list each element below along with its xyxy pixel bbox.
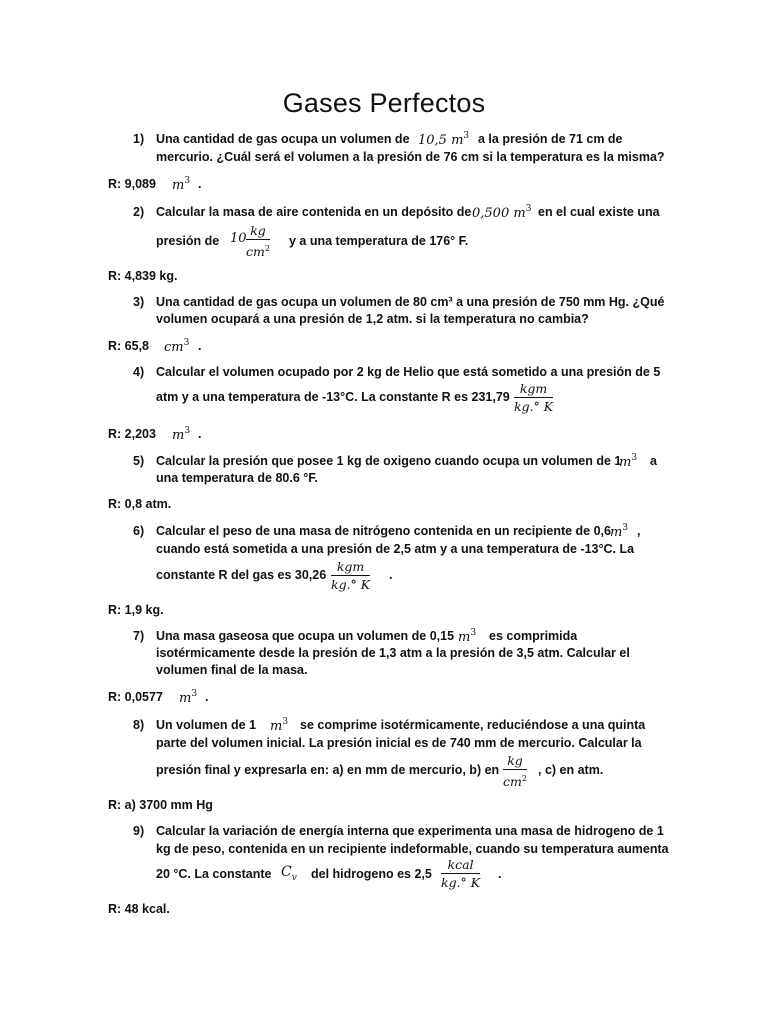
problem-text: presión de xyxy=(156,234,220,248)
problem-text: , xyxy=(637,524,641,538)
problem-text: Calcular la variación de energía interna que experimenta una masa de hidrogeno de 1 xyxy=(156,824,664,838)
problem-text: , c) en atm. xyxy=(538,763,604,777)
problem-text: kg de peso, contenida en un recipiente indeformable, cuando su temperatura aumenta xyxy=(156,842,669,856)
problem-text: . xyxy=(498,867,502,881)
problem-text: . xyxy=(389,568,393,582)
problem-text: Una cantidad de gas ocupa un volumen de 80 cm³ a una presión de 750 mm Hg. ¿Qué xyxy=(156,295,665,309)
problem-text: se comprime isotérmicamente, reduciéndose a una quinta xyxy=(300,718,646,732)
problem-number: 5) xyxy=(133,454,145,468)
page-title: Gases Perfectos xyxy=(282,88,486,118)
problem-text: volumen final de la masa. xyxy=(156,663,308,677)
pressure-unit-fraction: $\frac{kg}{cm^2}$ xyxy=(503,753,527,789)
problem-number: 8) xyxy=(133,718,145,732)
gas-constant-unit-fraction: kgm kg.° K xyxy=(331,559,371,592)
problem-text: una temperatura de 80.6 °F. xyxy=(156,471,318,485)
volume-expression: 0,500 $m^3$ xyxy=(472,204,532,221)
answer: R: 9,089 xyxy=(108,177,156,191)
answer: R: 4,839 kg. xyxy=(108,269,178,283)
answer-tail: . xyxy=(205,690,209,704)
problem-text: presión final y expresarla en: a) en mm de mercurio, b) en xyxy=(156,763,500,777)
answer: R: a) 3700 mm Hg xyxy=(108,798,213,812)
problem-text: volumen ocupará a una presión de 1,2 atm. si la temperatura no cambia? xyxy=(156,312,589,326)
answer: R: 48 kcal. xyxy=(108,902,170,916)
unit-expression: $m^3$ xyxy=(179,689,198,706)
problem-text: Una cantidad de gas ocupa un volumen de xyxy=(156,132,410,146)
problem-text: mercurio. ¿Cuál será el volumen a la presión de 76 cm si la temperatura es la misma? xyxy=(156,150,665,164)
fraction-coefficient: 10 xyxy=(230,231,247,246)
problem-text: 20 °C. La constante xyxy=(156,867,272,881)
answer: R: 1,9 kg. xyxy=(108,603,164,617)
problem-text: Un volumen de 1 xyxy=(156,718,257,732)
problem-text: Calcular la presión que posee 1 kg de oxigeno cuando ocupa un volumen de 1 xyxy=(156,454,622,468)
answer: R: 2,203 xyxy=(108,427,156,441)
problem-number: 1) xyxy=(133,132,145,146)
problem-number: 7) xyxy=(133,629,145,643)
unit-expression: $m^3$ xyxy=(172,176,191,193)
answer-tail: . xyxy=(198,427,202,441)
specific-heat-symbol: $C_v$ xyxy=(281,864,297,883)
problem-text: cuando está sometida a una presión de 2,5 atm y a una temperatura de -13°C. La xyxy=(156,542,635,556)
problem-text: atm y a una temperatura de -13°C. La constante R es 231,79 xyxy=(156,390,510,404)
unit-expression: $cm^3$ xyxy=(164,338,190,355)
problem-text: y a una temperatura de 176° F. xyxy=(289,234,469,248)
volume-expression: $m^3$ xyxy=(458,628,477,645)
problem-number: 4) xyxy=(133,365,145,379)
problem-text: Calcular el volumen ocupado por 2 kg de Helio que está sometido a una presión de 5 xyxy=(156,365,661,379)
problem-text: constante R del gas es 30,26 xyxy=(156,568,327,582)
volume-expression: $m^3$ xyxy=(619,453,638,470)
answer: R: 0,8 atm. xyxy=(108,497,172,511)
problem-text: Una masa gaseosa que ocupa un volumen de 0,15 xyxy=(156,629,455,643)
answer: R: 0,0577 xyxy=(108,690,163,704)
problem-text: es comprimida xyxy=(489,629,578,643)
problem-text: a xyxy=(650,454,657,468)
problem-text: Calcular el peso de una masa de nitrógeno contenida en un recipiente de 0,6 xyxy=(156,524,611,538)
problem-number: 9) xyxy=(133,824,145,838)
specific-heat-unit-fraction: kcal kg.° K xyxy=(441,857,481,890)
problem-text: del hidrogeno es 2,5 xyxy=(311,867,432,881)
volume-expression: 10,5 $m^3$ xyxy=(418,131,470,148)
volume-expression: $m^3$ xyxy=(610,523,629,540)
problem-text: Calcular la masa de aire contenida en un depósito de xyxy=(156,205,472,219)
problem-text: isotérmicamente desde la presión de 1,3 atm a la presión de 3,5 atm. Calcular el xyxy=(156,646,630,660)
problem-text: en el cual existe una xyxy=(538,205,660,219)
answer-tail: . xyxy=(198,177,202,191)
volume-expression: $m^3$ xyxy=(270,717,289,734)
answer: R: 65,8 xyxy=(108,339,149,353)
answer-tail: . xyxy=(198,339,202,353)
unit-expression: $m^3$ xyxy=(172,426,191,443)
problem-number: 6) xyxy=(133,524,145,538)
problem-text: a la presión de 71 cm de xyxy=(478,132,623,146)
pressure-unit-fraction: $\frac{kg}{cm^2}$ xyxy=(246,223,270,259)
problem-text: parte del volumen inicial. La presión inicial es de 740 mm de mercurio. Calcular la xyxy=(156,736,642,750)
problem-number: 2) xyxy=(133,205,145,219)
gas-constant-unit-fraction: kgm kg.° K xyxy=(514,381,554,414)
problem-number: 3) xyxy=(133,295,145,309)
